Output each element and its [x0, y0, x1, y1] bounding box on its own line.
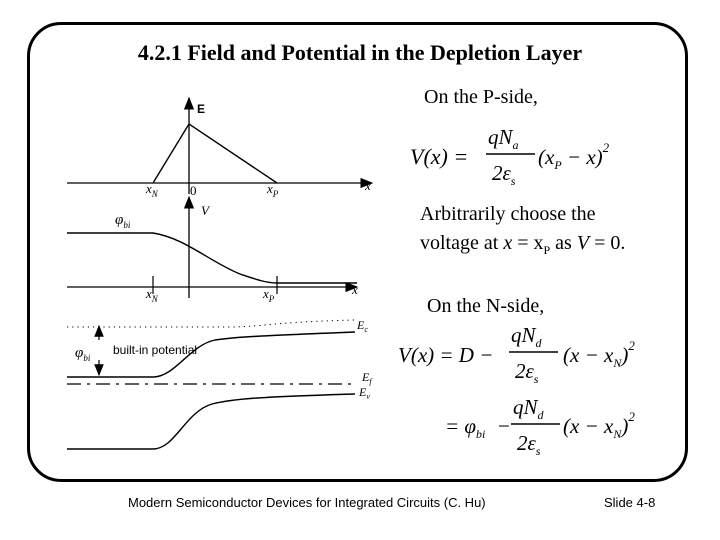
v-axis-label: V [201, 203, 209, 218]
slide-number: Slide 4-8 [604, 495, 656, 510]
field-plot [67, 98, 372, 199]
eq-p-num: $qN_a$ [488, 125, 519, 152]
builtin-potential-label: built-in potential [113, 343, 198, 357]
eq-p-tail: $(x_P - x)^2$ [538, 140, 610, 172]
xn-label-top: $x_N$ [146, 181, 158, 199]
p-side-equation [400, 118, 650, 193]
n-side-equation-1 [393, 318, 663, 390]
phi-bi-label-band: $\varphi_{bi}$ [75, 345, 91, 363]
eq-n2-tail: $(x - x_N)^2$ [563, 409, 635, 441]
dotted-guide [67, 320, 355, 327]
band-diagram [67, 318, 373, 449]
arbitrary-line-2: voltage at $x = x_P$ as V = 0. [420, 232, 626, 257]
valence-band [67, 394, 355, 449]
xn-label-bottom: $x_N$ [146, 286, 158, 304]
phi-bi-label-potential: $\varphi_{bi}$ [115, 212, 131, 230]
eq-p-lhs: V(x) = [410, 144, 469, 169]
field-axis-label: E [197, 102, 206, 116]
x-axis-label-bottom: x [352, 282, 358, 297]
footer-citation: Modern Semiconductor Devices for Integrated Circuits (C. Hu) [128, 495, 486, 510]
ef-label: $E_f$ [362, 370, 372, 386]
n-side-equation-2 [440, 393, 665, 465]
xp-label-top: $x_P$ [267, 181, 279, 199]
field-triangle [153, 124, 277, 183]
x-axis-label-top: x [365, 178, 371, 193]
n-side-heading: On the N-side, [427, 295, 545, 317]
conduction-band [67, 332, 355, 377]
eq-n1-num: $qN_d$ [511, 323, 542, 350]
eq-n1-lhs: V(x) = D − [398, 343, 494, 367]
eq-n1-tail: $(x - x_N)^2$ [563, 338, 635, 370]
arbitrary-line-1: Arbitrarily choose the [420, 203, 596, 225]
potential-curve [67, 233, 357, 283]
eq-n2-lhs: = $\varphi_{bi}$ [445, 414, 486, 441]
potential-plot [67, 197, 358, 304]
eq-n2-den: $2\varepsilon_s$ [517, 431, 541, 458]
p-side-heading: On the P-side, [424, 86, 538, 108]
ev-label: $E_v$ [359, 385, 370, 401]
eq-p-den: $2\varepsilon_s$ [492, 161, 516, 188]
eq-n2-minus: − [498, 414, 510, 438]
eq-n1-den: $2\varepsilon_s$ [515, 359, 539, 386]
ec-label: $E_c$ [357, 318, 368, 334]
eq-n2-num: $qN_d$ [513, 395, 544, 422]
xp-label-bottom: $x_P$ [263, 286, 275, 304]
slide-title: 4.2.1 Field and Potential in the Depletion Layer [137, 40, 583, 65]
zero-label: 0 [190, 183, 197, 198]
